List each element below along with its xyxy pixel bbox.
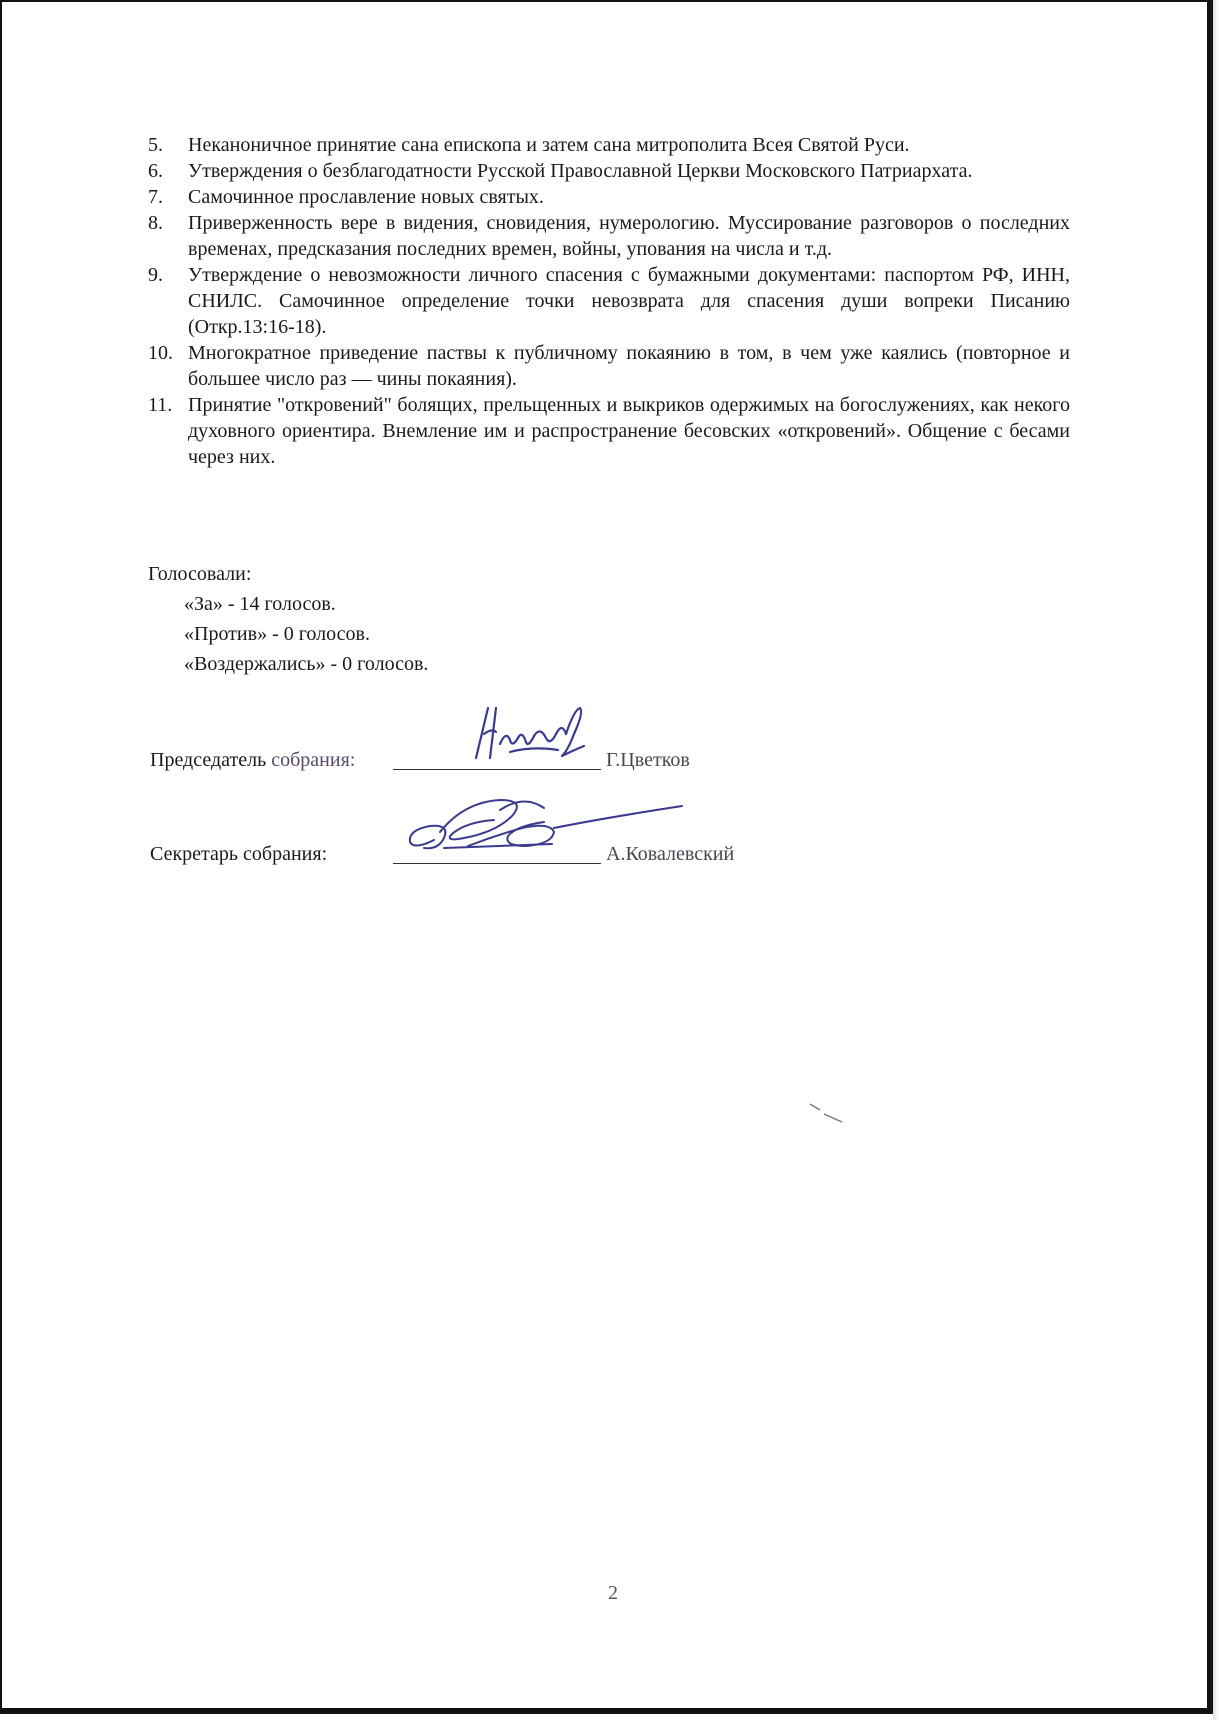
voting-heading: Голосовали: bbox=[148, 563, 252, 585]
vote-abstained: «Воздержались» - 0 голосов. bbox=[184, 653, 429, 675]
list-item-number: 7. bbox=[148, 186, 163, 208]
list-item bbox=[148, 392, 1070, 470]
list-item bbox=[148, 132, 1070, 158]
list-item bbox=[148, 184, 1070, 210]
document-body bbox=[148, 132, 1070, 470]
list-item-text: Принятие "откровений" болящих, прельщенных и выкриков одержимых на богослужениях, как некого духовного ориентира. Внемление им и распространение бесовских «откровений». Общение с бесами через них. bbox=[188, 394, 1070, 468]
list-item-text: Неканоничное принятие сана епископа и затем сана митрополита Всея Святой Руси. bbox=[188, 134, 910, 156]
list-item-text: Утверждение о невозможности личного спасения с бумажными документами: паспортом РФ, ИНН, СНИЛС. Самочинное определение точки невозврата для спасения души вопреки Писанию (Откр.13:16-18). bbox=[188, 264, 1070, 338]
page-number: 2 bbox=[608, 1582, 618, 1604]
secretary-handwritten-signature bbox=[404, 788, 694, 868]
list-item-text: Многократное приведение паствы к публичному покаянию в том, в чем уже каялись (повторное и большее число раз — чины покаяния). bbox=[188, 342, 1070, 390]
list-item-number: 10. bbox=[148, 342, 173, 364]
list-item-number: 11. bbox=[148, 394, 173, 416]
secretary-role: Секретарь собрания: bbox=[150, 843, 328, 865]
vote-for: «За» - 14 голосов. bbox=[184, 593, 336, 615]
list-item-text: Приверженность вере в видения, сновидения, нумерологию. Муссирование разговоров о последних временах, предсказания последних времен, войны, упования на числа и т.д. bbox=[188, 212, 1070, 260]
chair-name: Г.Цветков bbox=[606, 749, 690, 771]
list-item bbox=[148, 262, 1070, 340]
list-item-number: 8. bbox=[148, 212, 163, 234]
list-item bbox=[148, 158, 1070, 184]
list-item-number: 6. bbox=[148, 160, 163, 182]
list-item-text: Утверждения о безблагодатности Русской Православной Церкви Московского Патриархата. bbox=[188, 160, 973, 182]
list-item-number: 5. bbox=[148, 134, 163, 156]
numbered-list bbox=[148, 132, 1070, 470]
scan-corner-mark bbox=[0, 1708, 46, 1714]
list-item bbox=[148, 210, 1070, 262]
secretary-name: А.Ковалевский bbox=[606, 843, 735, 865]
chair-role-prefix: Председатель bbox=[150, 749, 267, 771]
chair-role-suffix: собрания: bbox=[271, 749, 356, 771]
list-item-text: Самочинное прославление новых святых. bbox=[188, 186, 544, 208]
list-item bbox=[148, 340, 1070, 392]
vote-against: «Против» - 0 голосов. bbox=[184, 623, 370, 645]
list-item-number: 9. bbox=[148, 264, 163, 286]
chair-handwritten-signature bbox=[462, 700, 592, 772]
chair-role bbox=[150, 749, 355, 772]
scan-edge bbox=[1213, 0, 1219, 1720]
voting-section bbox=[148, 559, 428, 679]
scan-speck bbox=[808, 1102, 844, 1124]
